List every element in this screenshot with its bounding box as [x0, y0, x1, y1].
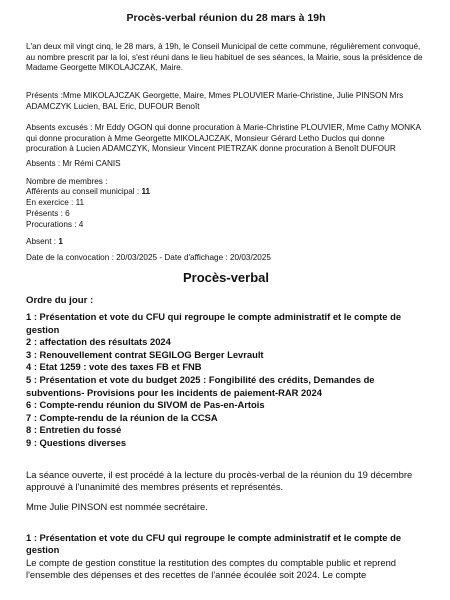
members-procurations: Procurations : 4 — [26, 220, 84, 229]
agenda-item: 8 : Entretien du fossé — [26, 424, 122, 436]
agenda-item: 3 : Renouvellement contrat SEGILOG Berger Levrault — [26, 348, 264, 360]
members-presents: Présents : 6 — [26, 209, 70, 218]
agenda-item: 4 : Etat 1259 : vote des taxes FB et FNB — [26, 361, 202, 373]
intro-paragraph: L'an deux mil vingt cinq, le 28 mars, à 19h, le Conseil Municipal de cette commune, régulièrement convoqué, au nombre prescrit par la loi, s'est réuni dans le lieu habituel de ses séances, la Mairie, sous la présidence de Madame Georgette MIKOLAJCZAK, Maire. — [26, 42, 423, 73]
point1-heading: 1 : Présentation et vote du CFU qui regroupe le compte administratif et le compte de gestion — [26, 532, 402, 556]
members-exercice: En exercice : 11 — [26, 198, 85, 207]
absents-excuses-paragraph: Absents excusés : Mr Eddy OGON qui donne procuration à Marie-Christine PLOUVIER, Mme Cathy MONKA qui donne procuration à Mme Georgette MIKOLAJCZAK, Monsieur Gérard Letho Duclos qui donne procuration à Lucien ADAMCZYK, Monsieur Vincent PIETRZAK donne procuration à Benoît DUFOUR — [26, 123, 421, 154]
agenda-item: 2 : affectation des résultats 2024 — [26, 336, 171, 348]
agenda-item: 6 : Compte-rendu réunion du SIVOM de Pas-en-Artois — [26, 399, 265, 411]
ordre-du-jour-label: Ordre du jour : — [26, 295, 94, 306]
seance-paragraph: La séance ouverte, il est procédé à la lecture du procès-verbal de la réunion du 19 décembre approuvé à l'unanimité des membres présents et représentés. — [26, 469, 413, 493]
members-afferents — [26, 187, 150, 198]
absent-value: 1 — [58, 237, 63, 246]
document-title: Procès-verbal réunion du 28 mars à 19h — [126, 12, 326, 24]
agenda-item: 7 : Compte-rendu de la réunion de la CCSA — [26, 411, 218, 423]
presents-paragraph: Présents :Mme MIKOLAJCZAK Georgette, Maire, Mmes PLOUVIER Marie-Christine, Julie PINSON Mrs ADAMCZYK Lucien, BAL Eric, DUFOUR Benoît — [26, 91, 404, 111]
agenda-item: 1 : Présentation et vote du CFU qui regroupe le compte administratif et le compte de gestion — [26, 311, 402, 335]
agenda-list — [26, 311, 426, 450]
agenda-item: 5 : Présentation et vote du budget 2025 : Fongibilité des crédits, Demandes de subventions- Provisions pour les incidents de paiement-RAR 2024 — [26, 373, 375, 398]
dates-line: Date de la convocation : 20/03/2025 - Date d'affichage : 20/03/2025 — [26, 253, 271, 262]
secretaire-line: Mme Julie PINSON est nommée secrétaire. — [26, 501, 208, 512]
agenda-item: 9 : Questions diverses — [26, 436, 127, 448]
section-heading: Procès-verbal — [183, 270, 269, 285]
afferents-value: 11 — [141, 187, 151, 196]
afferents-label: Afférents au conseil municipal : — [26, 187, 142, 196]
absent-label: Absent : — [26, 237, 59, 246]
point1-text: Le compte de gestion constitue la restitution des comptes du comptable public et reprend l'ensemble des dépenses et des recettes de l'année écoulée soit 2024. Le compte — [26, 557, 397, 581]
members-absent — [26, 237, 63, 248]
members-header: Nombre de membres : — [26, 177, 108, 186]
absents-line: Absents : Mr Rémi CANIS — [26, 159, 121, 168]
